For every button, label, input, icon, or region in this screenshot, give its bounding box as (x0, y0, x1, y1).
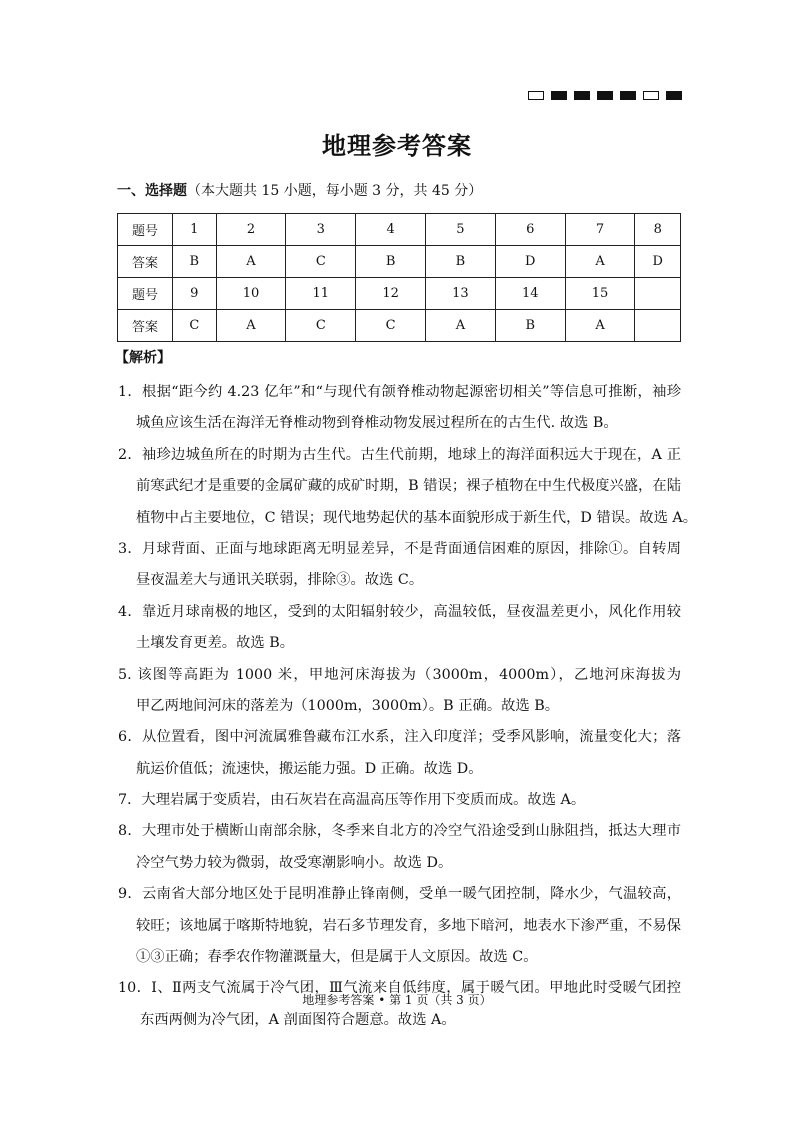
header-mark (643, 91, 659, 100)
analysis-item (118, 534, 681, 597)
item-line: 10．Ⅰ、Ⅱ两支气流属于冷气团，Ⅲ气流来自低纬度，属于暖气团。甲地此时受暖气团控 (118, 980, 681, 997)
item-line: 植物中占主要地位，C 错误；现代地势起伏的基本面貌形成于新生代，D 错误。故选 A。 (136, 509, 698, 526)
table-cell: 8 (635, 214, 681, 246)
section-note: （本大题共 15 小题，每小题 3 分，共 45 分） (187, 183, 483, 199)
table-cell: A (565, 310, 635, 342)
table-cell: 14 (495, 278, 565, 310)
table-cell: B (173, 246, 217, 278)
item-line: 6．从位置看，图中河流属雅鲁藏布江水系，注入印度洋；受季风影响，流量变化大；落 (118, 729, 681, 746)
row-header-cell: 题号 (118, 214, 173, 246)
item-line: 昼夜温差大与通讯关联弱，排除③。故选 C。 (136, 572, 424, 589)
table-cell: 3 (286, 214, 356, 246)
item-line: 1．根据“距今约 4.23 亿年”和“与现代有颌脊椎动物起源密切相关”等信息可推断，袖珍 (118, 384, 681, 400)
row-header-cell: 答案 (118, 310, 173, 342)
section-heading (117, 180, 482, 200)
table-cell (635, 278, 681, 310)
analysis-label: 【解析】 (115, 350, 171, 366)
table-cell: 15 (565, 278, 635, 310)
table-cell: 12 (356, 278, 426, 310)
table-cell: A (216, 310, 286, 342)
table-cell: 1 (173, 214, 217, 246)
analysis-item (118, 879, 681, 973)
item-line: 3．月球背面、正面与地球距离无明显差异，不是背面通信困难的原因，排除①。自转周 (118, 540, 681, 557)
item-line: 7．大理岩属于变质岩，由石灰岩在高温高压等作用下变质而成。故选 A。 (118, 792, 586, 809)
header-mark (574, 91, 590, 100)
table-cell: B (426, 246, 496, 278)
item-line: 5. 该图等高距为 1000 米，甲地河床海拔为（3000m，4000m），乙地河床海拔为 (118, 666, 681, 683)
table-cell: C (173, 310, 217, 342)
page-footer: 地理参考答案 • 第 1 页（共 3 页） (302, 993, 492, 1007)
table-cell: D (495, 246, 565, 278)
analysis-item (118, 722, 681, 785)
table-cell: D (635, 246, 681, 278)
header-mark (597, 91, 613, 100)
analysis-item (118, 440, 698, 534)
analysis-item (118, 377, 681, 440)
header-mark (528, 91, 544, 100)
item-line: 较旺；该地属于喀斯特地貌，岩石多节理发育，多地下暗河，地表水下渗严重，不易保 (136, 917, 681, 934)
row-header-cell: 题号 (118, 278, 173, 310)
table-cell: 5 (426, 214, 496, 246)
header-mark (551, 91, 567, 100)
item-line: 4．靠近月球南极的地区，受到的太阳辐射较少，高温较低，昼夜温差更小，风化作用较 (118, 603, 681, 620)
analysis-item (118, 785, 681, 816)
table-cell: A (216, 246, 286, 278)
header-mark (620, 91, 636, 100)
table-cell: A (565, 246, 635, 278)
table-row (118, 246, 681, 278)
table-cell: 9 (173, 278, 217, 310)
table-cell: 7 (565, 214, 635, 246)
table-row (118, 310, 681, 342)
table-cell: C (356, 310, 426, 342)
table-cell: C (286, 246, 356, 278)
item-line: 2．袖珍边城鱼所在的时期为古生代。古生代前期，地球上的海洋面积远大于现在，A 正 (118, 446, 681, 463)
table-row (118, 278, 681, 310)
page-title: 地理参考答案 (322, 131, 472, 160)
table-cell: A (426, 310, 496, 342)
item-line: 航运价值低；流速快，搬运能力强。D 正确。故选 D。 (136, 760, 483, 777)
table-cell (635, 310, 681, 342)
table-cell: 4 (356, 214, 426, 246)
item-line: 8．大理市处于横断山南部余脉，冬季来自北方的冷空气沿途受到山脉阻挡，抵达大理市 (118, 823, 681, 840)
table-cell: 2 (216, 214, 286, 246)
table-cell: B (356, 246, 426, 278)
table-row (118, 214, 681, 246)
header-marks (528, 91, 682, 100)
analysis-item (118, 816, 681, 879)
table-cell: 13 (426, 278, 496, 310)
section-label: 一、选择题 (117, 183, 187, 199)
item-line: 9．云南省大部分地区处于昆明准静止锋南侧，受单一暖气团控制，降水少，气温较高， (118, 886, 681, 903)
header-mark (666, 91, 682, 100)
item-line: 前寒武纪才是重要的金属矿藏的成矿时期，B 错误；裸子植物在中生代极度兴盛，在陆 (136, 478, 681, 495)
table-cell: 6 (495, 214, 565, 246)
item-line: 土壤发育更差。故选 B。 (136, 635, 295, 652)
table-cell: 11 (286, 278, 356, 310)
answer-table (117, 213, 681, 342)
item-line: 冷空气势力较为微弱，故受寒潮影响小。故选 D。 (136, 854, 453, 871)
table-cell: 10 (216, 278, 286, 310)
analysis-list (118, 377, 698, 1036)
table-cell: C (286, 310, 356, 342)
analysis-item (118, 597, 681, 660)
item-line: 城鱼应该生活在海洋无脊椎动物到脊椎动物发展过程所在的古生代. 故选 B。 (136, 415, 618, 432)
item-line: 东西两侧为冷气团，A 剖面图符合题意。故选 A。 (140, 1011, 456, 1028)
item-line: ①③正确；春季农作物灌溉量大，但是属于人文原因。故选 C。 (136, 949, 538, 966)
table-cell: B (495, 310, 565, 342)
analysis-item (118, 660, 681, 723)
item-line: 甲乙两地间河床的落差为（1000m，3000m）。B 正确。故选 B。 (136, 697, 560, 714)
row-header-cell: 答案 (118, 246, 173, 278)
